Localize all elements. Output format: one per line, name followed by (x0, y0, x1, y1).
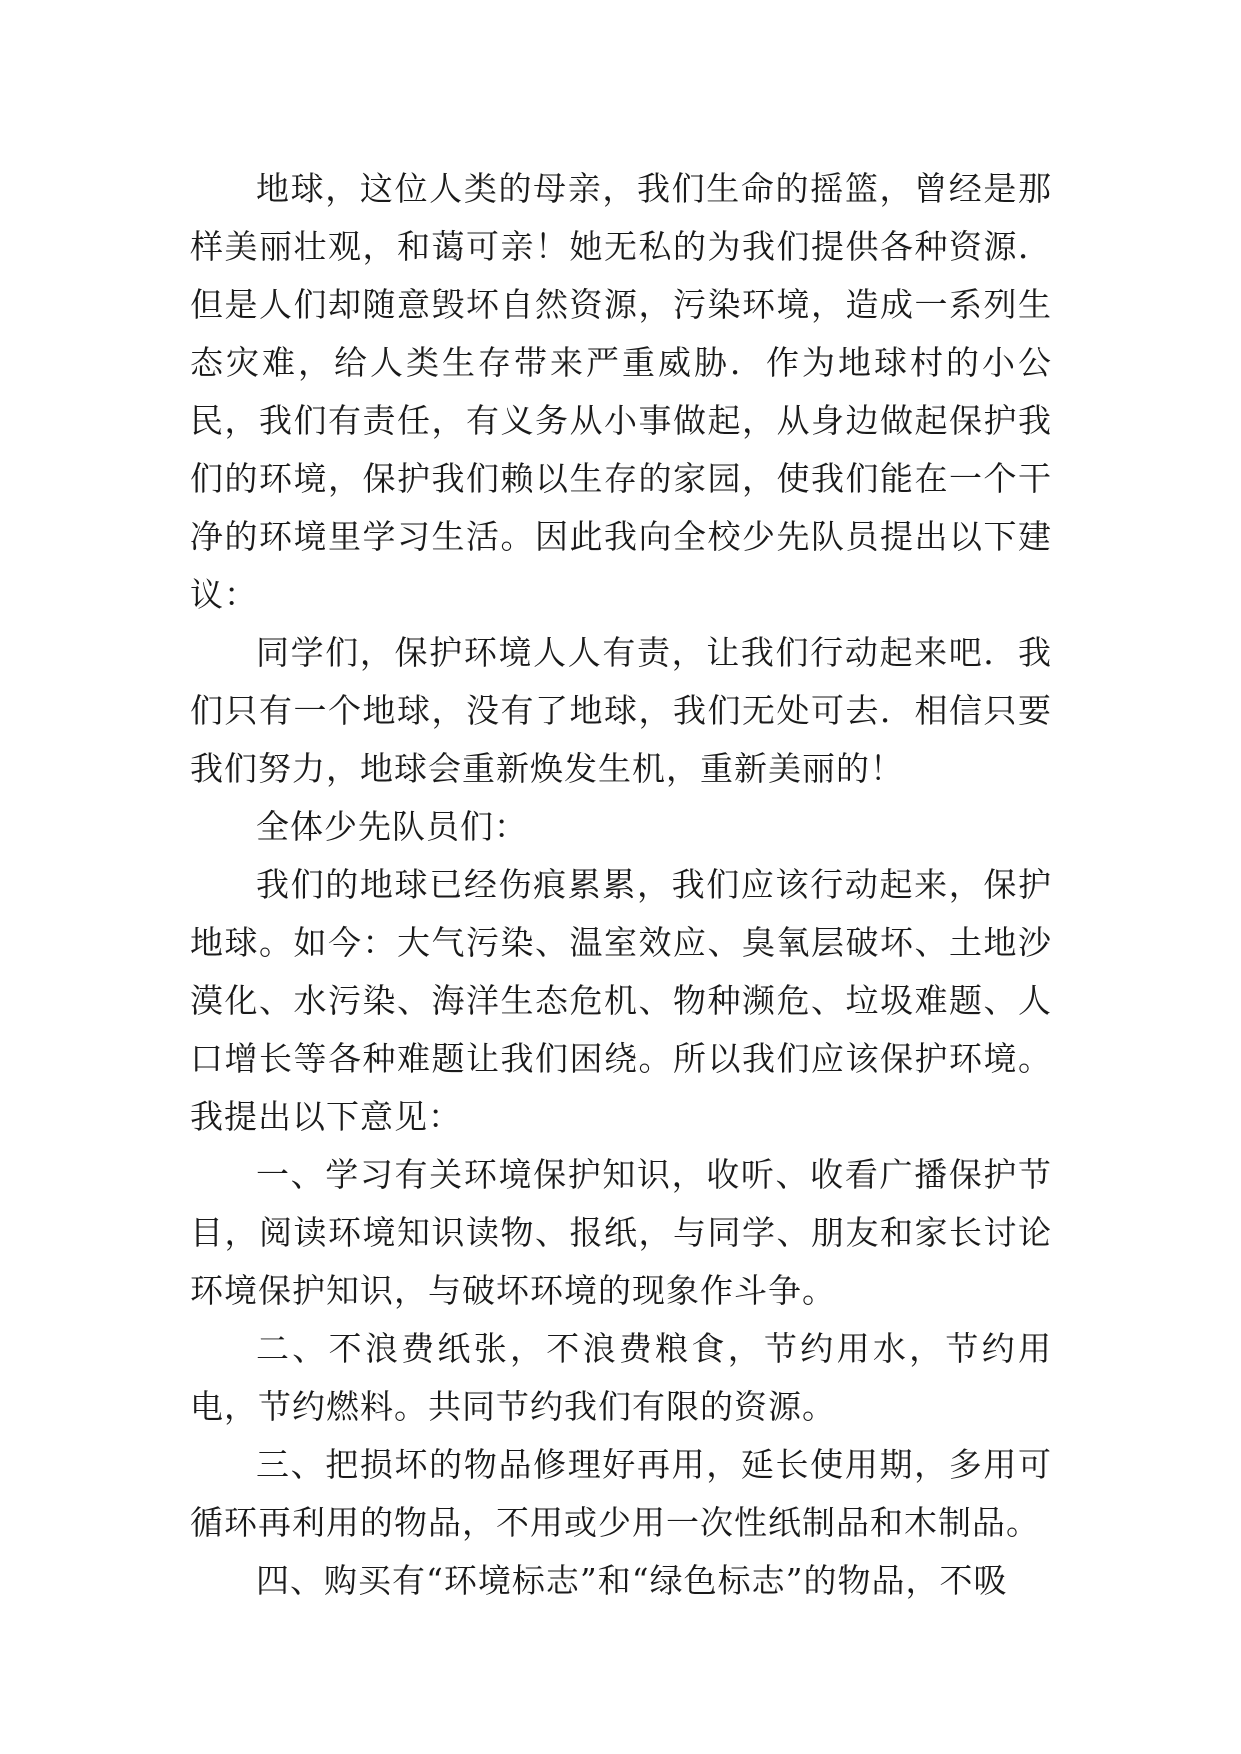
paragraph-suggestion-4: 四、购买有“环境标志”和“绿色标志”的物品，不吸 (256, 1561, 1008, 1600)
paragraph-suggestion-1: 一、学习有关环境保护知识，收听、收看广播保护节目，阅读环境知识读物、报纸，与同学、朋友和家长讨论环境保护知识，与破坏环境的现象作斗争。 (190, 1155, 1052, 1310)
paragraph-call-to-action: 同学们，保护环境人人有责，让我们行动起来吧．我们只有一个地球，没有了地球，我们无处可去．相信只要我们努力，地球会重新焕发生机，重新美丽的！ (190, 633, 1052, 788)
document-body (190, 160, 1052, 1610)
paragraph-salutation: 全体少先队员们： (256, 807, 528, 846)
paragraph-suggestion-3: 三、把损坏的物品修理好再用，延长使用期，多用可循环再利用的物品，不用或少用一次性纸制品和木制品。 (190, 1445, 1052, 1542)
paragraph-suggestion-2: 二、不浪费纸张，不浪费粮食，节约用水，节约用电，节约燃料。共同节约我们有限的资源。 (190, 1329, 1052, 1426)
paragraph-intro: 地球，这位人类的母亲，我们生命的摇篮，曾经是那样美丽壮观，和蔼可亲！她无私的为我们提供各种资源．但是人们却随意毁坏自然资源，污染环境，造成一系列生态灾难，给人类生存带来严重威胁．作为地球村的小公民，我们有责任，有义务从小事做起，从身边做起保护我们的环境，保护我们赖以生存的家园，使我们能在一个干净的环境里学习生活。因此我向全校少先队员提出以下建议： (190, 169, 1052, 614)
paragraph-problems: 我们的地球已经伤痕累累，我们应该行动起来，保护地球。如今：大气污染、温室效应、臭氧层破坏、土地沙漠化、水污染、海洋生态危机、物种濒危、垃圾难题、人口增长等各种难题让我们困绕。所以我们应该保护环境。我提出以下意见： (190, 865, 1052, 1136)
